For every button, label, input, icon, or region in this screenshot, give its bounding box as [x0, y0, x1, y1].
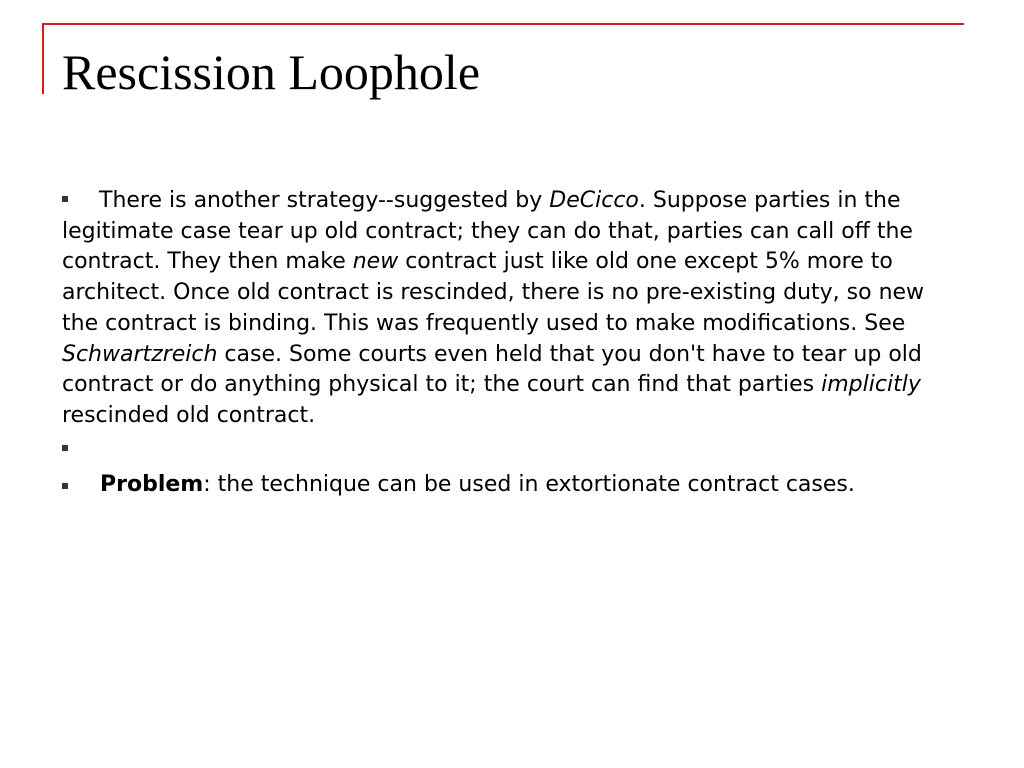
square-bullet-icon: [62, 196, 68, 202]
square-bullet-icon: [62, 483, 68, 489]
case-name-decicco: DeCicco: [549, 188, 639, 213]
bullet-list: [62, 186, 962, 501]
problem-label: Problem: [100, 472, 204, 498]
bullet-text: rescinded old contract.: [62, 402, 316, 428]
emphasis-new: new: [352, 249, 399, 275]
bullet-item-empty: [62, 432, 962, 463]
case-name-schwartzreich: Schwartzreich: [62, 341, 218, 367]
bullet-text: There is another strategy--suggested by: [99, 188, 550, 213]
bullet-item-problem: [62, 470, 962, 501]
bullet-text: case. Some courts even held that you don't have to tear up old contract or do anything physical to it; the court can find that parties: [62, 341, 922, 398]
slide-title: Rescission Loophole: [62, 44, 481, 100]
bullet-item-strategy: [62, 186, 962, 432]
bullet-text: contract just like old one except 5% more to architect. Once old contract is rescinded, there is no pre-existing duty, so new the contract is binding. This was frequently used to make modifications. See: [62, 249, 925, 336]
title-left-rule: [42, 23, 44, 94]
bullet-text: . Suppose parties in the legitimate case tear up old contract; they can do that, parties can call off the contract. They then make: [62, 188, 913, 275]
title-top-rule: [42, 23, 964, 25]
emphasis-implicitly: implicitly: [821, 372, 921, 398]
bullet-text: : the technique can be used in extortionate contract cases.: [203, 472, 855, 498]
square-bullet-icon: [62, 445, 68, 451]
